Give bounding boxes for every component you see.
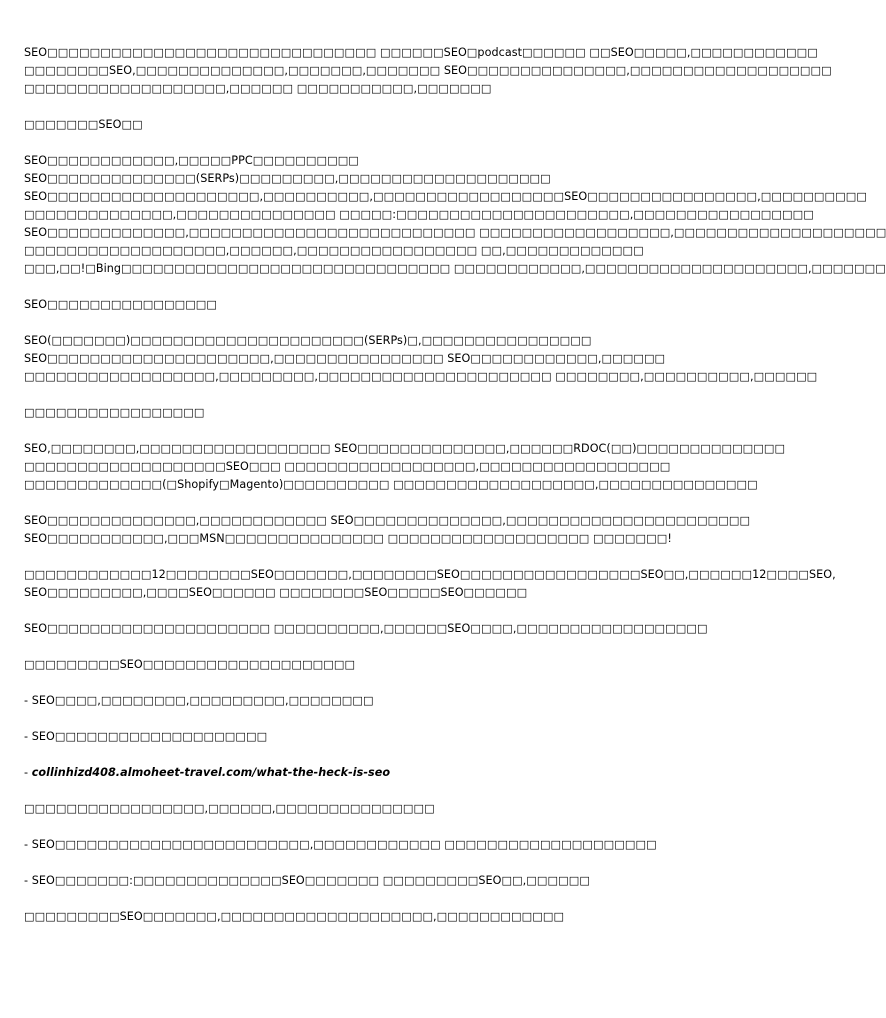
link-line <box>24 764 700 782</box>
list-item <box>24 872 700 890</box>
text-line: SEO□□□□□□□□□□□□□□(SERPs)□□□□□□□□□,□□□□□□□□□□□□□□□□□□□□ <box>24 172 551 185</box>
text-line: - SEO□□□□□□□:□□□□□□□□□□□□□□SEO□□□□□□□ □□□□□□□□□SEO□□,□□□□□□ <box>24 874 591 887</box>
text-line: □□□□□□□□□□□□□□□□□□,□□□□□□□□□,□□□□□□□□□□□□□□□□□□□□□□ □□□□□□□□,□□□□□□□□□□,□□□□□□ <box>24 370 818 383</box>
paragraph <box>24 440 786 494</box>
paragraph <box>24 620 708 638</box>
text-line: □□□□□□□□□□□□12□□□□□□□□SEO□□□□□□□,□□□□□□□□SEO□□□□□□□□□□□□□□□□□SEO□□,□□□□□□12□□□□SEO, <box>24 568 836 581</box>
text-line: □□□,□□!□Bing□□□□□□□□□□□□□□□□□□□□□□□□□□□□□□□ □□□□□□□□□□□□,□□□□□□□□□□□□□□□□□□□□□,□□□□□□□ <box>24 262 886 275</box>
text-line: SEO□□□□□□□□□□□□□□□□□□□□□□□□□□□□□□□ □□□□□□SEO□podcast□□□□□□ □□SEO□□□□□,□□□□□□□□□□□□ <box>24 46 818 59</box>
text-line: □□□□□□□SEO□□ <box>24 118 143 131</box>
text-line: □□□□□□□□□□□□□□□□□□□SEO□□□ □□□□□□□□□□□□□□□□□□,□□□□□□□□□□□□□□□□□□ <box>24 460 671 473</box>
list-item <box>24 692 700 710</box>
list-item <box>24 728 700 746</box>
section-heading <box>24 116 700 134</box>
text-line: SEO□□□□□□□□□□□□□□□□ <box>24 298 218 311</box>
text-line: - SEO□□□□,□□□□□□□□,□□□□□□□□□,□□□□□□□□ <box>24 694 374 707</box>
text-line: SEO□□□□□□□□□□□□□□□□□□□□□,□□□□□□□□□□□□□□□□ SEO□□□□□□□□□□□□,□□□□□□ <box>24 352 666 365</box>
paragraph <box>24 332 818 386</box>
text-line: SEO□□□□□□□□□□□□□□□□□□□□,□□□□□□□□□□,□□□□□□□□□□□□□□□□□□SEO□□□□□□□□□□□□□□□□,□□□□□□□□□□ <box>24 190 867 203</box>
paragraph <box>24 656 700 674</box>
paragraph <box>24 512 751 548</box>
paragraph <box>24 908 700 926</box>
text-line: SEO□□□□□□□□□□□,□□□MSN□□□□□□□□□□□□□□□ □□□□□□□□□□□□□□□□□□□ □□□□□□□! <box>24 532 672 545</box>
text-line: SEO□□□□□□□□□,□□□□SEO□□□□□□ □□□□□□□□SEO□□□□□SEO□□□□□□ <box>24 586 528 599</box>
text-line: □□□□□□□□□□□□□□□□□□□,□□□□□□,□□□□□□□□□□□□□□□□□ □□,□□□□□□□□□□□□□ <box>24 244 644 257</box>
paragraph <box>24 800 700 818</box>
text-line: SEO□□□□□□□□□□□□□□□□□□□□□ □□□□□□□□□□,□□□□□□SEO□□□□,□□□□□□□□□□□□□□□□□□ <box>24 622 708 635</box>
list-dash: - <box>24 766 32 779</box>
list-item <box>24 836 700 854</box>
text-line: □□□□□□□□□SEO□□□□□□□,□□□□□□□□□□□□□□□□□□□□,□□□□□□□□□□□□ <box>24 910 565 923</box>
text-line: - SEO□□□□□□□□□□□□□□□□□□□□□□□□,□□□□□□□□□□□□ □□□□□□□□□□□□□□□□□□□□ <box>24 838 657 851</box>
paragraph <box>24 44 832 98</box>
section-heading <box>24 404 700 422</box>
text-line: SEO□□□□□□□□□□□□,□□□□□PPC□□□□□□□□□□ <box>24 154 359 167</box>
text-line: - SEO□□□□□□□□□□□□□□□□□□□□ <box>24 730 268 743</box>
text-line: □□□□□□□□□□□□□(□Shopify□Magento)□□□□□□□□□□ □□□□□□□□□□□□□□□□□□□,□□□□□□□□□□□□□□□ <box>24 478 758 491</box>
text-line: □□□□□□□□□□□□□□,□□□□□□□□□□□□□□□ □□□□□:□□□□□□□□□□□□□□□□□□□□□□,□□□□□□□□□□□□□□□□□ <box>24 208 814 221</box>
text-line: □□□□□□□□□□□□□□□□□ <box>24 406 205 419</box>
text-line: SEO□□□□□□□□□□□□□□,□□□□□□□□□□□□ SEO□□□□□□□□□□□□□□,□□□□□□□□□□□□□□□□□□□□□□□ <box>24 514 751 527</box>
text-line: SEO(□□□□□□□)□□□□□□□□□□□□□□□□□□□□□□(SERPs)□,□□□□□□□□□□□□□□□□ <box>24 334 592 347</box>
text-line: SEO,□□□□□□□□,□□□□□□□□□□□□□□□□□□ SEO□□□□□□□□□□□□□□,□□□□□□RDOC(□□)□□□□□□□□□□□□□□ <box>24 442 786 455</box>
paragraph <box>24 152 886 278</box>
document-body <box>24 44 886 944</box>
text-line: □□□□□□□□□□□□□□□□□,□□□□□□,□□□□□□□□□□□□□□□ <box>24 802 435 815</box>
text-line: □□□□□□□□□□□□□□□□□□□,□□□□□□ □□□□□□□□□□□,□□□□□□□ <box>24 82 492 95</box>
text-line: □□□□□□□□□SEO□□□□□□□□□□□□□□□□□□□□ <box>24 658 356 671</box>
text-line: □□□□□□□□SEO,□□□□□□□□□□□□□□,□□□□□□□,□□□□□□□ SEO□□□□□□□□□□□□□□□,□□□□□□□□□□□□□□□□□□□ <box>24 64 832 77</box>
article-link[interactable]: collinhizd408.almoheet-travel.com/what-the-heck-is-seo <box>31 766 391 779</box>
list-item <box>24 764 700 782</box>
text-line: SEO□□□□□□□□□□□□□,□□□□□□□□□□□□□□□□□□□□□□□□□□□ □□□□□□□□□□□□□□□□□□,□□□□□□□□□□□□□□□□□□□□ <box>24 226 886 239</box>
paragraph <box>24 566 836 602</box>
section-heading <box>24 296 700 314</box>
